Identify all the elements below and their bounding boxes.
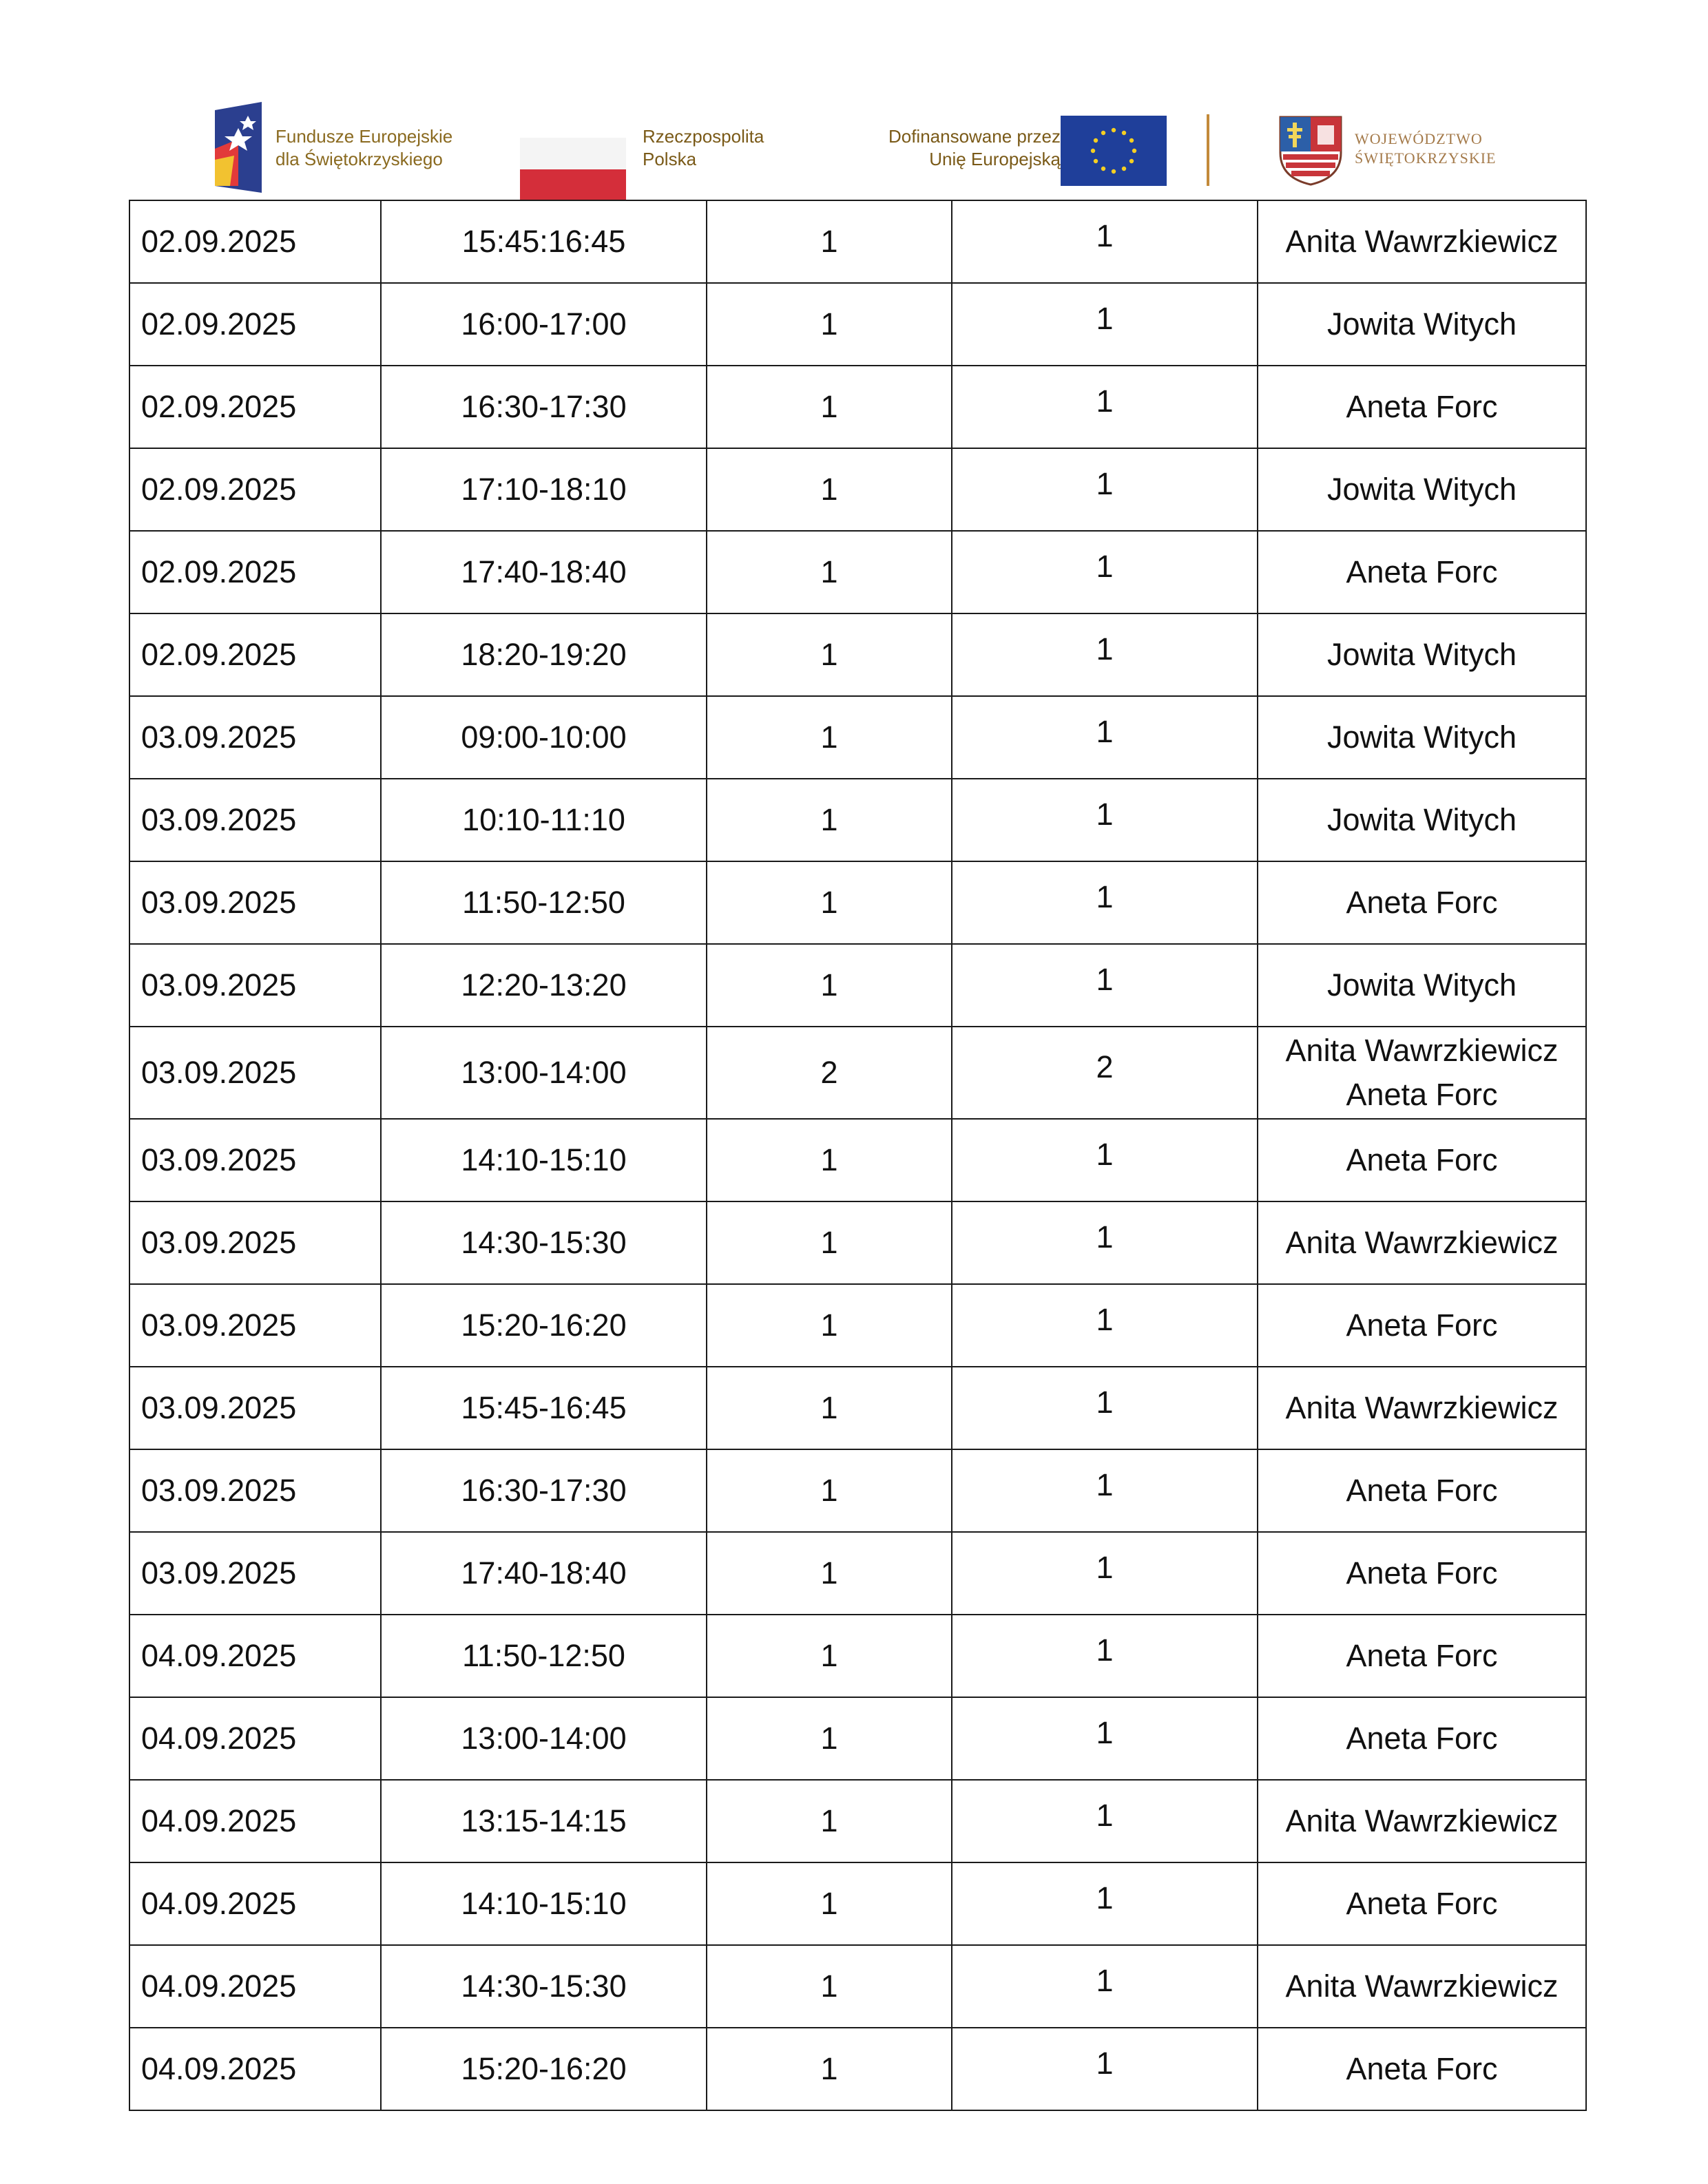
specialist-cell	[1258, 531, 1586, 613]
date-cell: 04.09.2025	[129, 1780, 381, 1862]
time-cell: 15:45-16:45	[381, 1367, 707, 1449]
count-cell: 1	[707, 1449, 952, 1532]
wojewodztwo-swietokrzyskie-logo	[1278, 96, 1525, 200]
specialist-name: Aneta Forc	[1346, 1308, 1498, 1343]
time-cell: 17:40-18:40	[381, 531, 707, 613]
specialist-cell	[1258, 1201, 1586, 1284]
fundusze-europejskie-icon	[214, 101, 264, 197]
participants-cell	[952, 448, 1258, 531]
table-row	[129, 1615, 1586, 1697]
specialist-cell	[1258, 283, 1586, 366]
fe-line-1: Fundusze Europejskie	[275, 126, 453, 147]
table-row	[129, 1201, 1586, 1284]
count-cell: 1	[707, 696, 952, 779]
time-cell: 15:20-16:20	[381, 1284, 707, 1367]
specialist-name: Jowita Witych	[1326, 967, 1517, 1002]
specialist-cell	[1258, 1780, 1586, 1862]
schedule-table	[129, 200, 1587, 2111]
participants-cell	[952, 366, 1258, 448]
participants-cell	[952, 1449, 1258, 1532]
specialist-name: Jowita Witych	[1326, 802, 1517, 837]
time-cell: 14:10-15:10	[381, 1862, 707, 1945]
time-cell: 13:00-14:00	[381, 1697, 707, 1780]
participants-value: 1	[1096, 1385, 1114, 1420]
specialist-name: Anita Wawrzkiewicz	[1285, 1033, 1559, 1068]
count-cell: 1	[707, 1119, 952, 1201]
specialist-cell	[1258, 1615, 1586, 1697]
participants-cell	[952, 861, 1258, 944]
time-cell: 17:10-18:10	[381, 448, 707, 531]
specialist-cell	[1258, 1367, 1586, 1449]
specialist-cell	[1258, 1862, 1586, 1945]
participants-value: 1	[1096, 301, 1114, 336]
participants-cell	[952, 696, 1258, 779]
table-row	[129, 944, 1586, 1027]
specialist-cell	[1258, 1449, 1586, 1532]
participants-value: 1	[1096, 1467, 1114, 1502]
specialist-name: Anita Wawrzkiewicz	[1285, 1225, 1559, 1260]
date-cell: 03.09.2025	[129, 696, 381, 779]
table-row	[129, 200, 1586, 283]
count-cell: 1	[707, 613, 952, 696]
count-cell: 1	[707, 1367, 952, 1449]
logo-divider	[1207, 114, 1209, 186]
participants-value: 1	[1096, 631, 1114, 666]
sw-line-1: WOJEWÓDZTWO	[1355, 130, 1483, 147]
participants-cell	[952, 1780, 1258, 1862]
time-cell: 15:20-16:20	[381, 2028, 707, 2110]
time-cell: 18:20-19:20	[381, 613, 707, 696]
date-cell: 02.09.2025	[129, 448, 381, 531]
table-row	[129, 1284, 1586, 1367]
table-row	[129, 1119, 1586, 1201]
date-cell: 04.09.2025	[129, 2028, 381, 2110]
date-cell: 02.09.2025	[129, 200, 381, 283]
time-cell: 09:00-10:00	[381, 696, 707, 779]
participants-cell	[952, 200, 1258, 283]
specialist-name: Anita Wawrzkiewicz	[1285, 224, 1559, 259]
date-cell: 03.09.2025	[129, 861, 381, 944]
table-row	[129, 1532, 1586, 1615]
count-cell: 1	[707, 531, 952, 613]
count-cell: 1	[707, 1201, 952, 1284]
participants-cell	[952, 2028, 1258, 2110]
specialist-cell	[1258, 1945, 1586, 2028]
eu-flag-icon	[1061, 116, 1167, 186]
specialist-cell	[1258, 1027, 1586, 1119]
table-row	[129, 1367, 1586, 1449]
specialist-name: Aneta Forc	[1346, 1473, 1498, 1508]
participants-cell	[952, 1532, 1258, 1615]
participants-cell	[952, 1367, 1258, 1449]
count-cell: 1	[707, 1532, 952, 1615]
specialist-cell	[1258, 366, 1586, 448]
participants-value: 1	[1096, 384, 1114, 419]
date-cell: 02.09.2025	[129, 531, 381, 613]
eu-funding-logo	[813, 96, 1226, 200]
count-cell: 1	[707, 1284, 952, 1367]
rzeczpospolita-polska-logo	[520, 96, 795, 200]
table-row	[129, 696, 1586, 779]
date-cell: 03.09.2025	[129, 1532, 381, 1615]
specialist-name: Jowita Witych	[1326, 472, 1517, 507]
time-cell: 15:45:16:45	[381, 200, 707, 283]
participants-value: 1	[1096, 1137, 1114, 1172]
date-cell: 03.09.2025	[129, 1027, 381, 1119]
date-cell: 04.09.2025	[129, 1945, 381, 2028]
specialist-name: Aneta Forc	[1346, 1638, 1498, 1673]
participants-cell	[952, 779, 1258, 861]
eu-line-1: Dofinansowane przez	[888, 126, 1061, 147]
table-row	[129, 1027, 1586, 1119]
specialist-cell	[1258, 2028, 1586, 2110]
specialist-name: Aneta Forc	[1346, 1555, 1498, 1590]
participants-cell	[952, 1615, 1258, 1697]
time-cell: 11:50-12:50	[381, 1615, 707, 1697]
table-row	[129, 861, 1586, 944]
specialist-name: Anita Wawrzkiewicz	[1285, 1968, 1559, 2004]
specialist-name: Aneta Forc	[1346, 554, 1498, 589]
count-cell: 1	[707, 283, 952, 366]
specialist-cell	[1258, 448, 1586, 531]
participants-cell	[952, 613, 1258, 696]
participants-cell	[952, 1945, 1258, 2028]
time-cell: 13:15-14:15	[381, 1780, 707, 1862]
count-cell: 1	[707, 200, 952, 283]
participants-value: 1	[1096, 962, 1114, 997]
specialist-name: Aneta Forc	[1346, 1886, 1498, 1921]
date-cell: 03.09.2025	[129, 1367, 381, 1449]
specialist-name: Aneta Forc	[1346, 1077, 1498, 1112]
eu-line-2: Unię Europejską	[929, 149, 1061, 169]
sw-line-2: ŚWIĘTOKRZYSKIE	[1355, 149, 1497, 167]
fe-line-2: dla Świętokrzyskiego	[275, 149, 443, 169]
table-row	[129, 1697, 1586, 1780]
table-row	[129, 1945, 1586, 2028]
time-cell: 17:40-18:40	[381, 1532, 707, 1615]
participants-value: 1	[1096, 1302, 1114, 1337]
participants-value: 1	[1096, 1880, 1114, 1915]
count-cell: 1	[707, 1615, 952, 1697]
count-cell: 1	[707, 1862, 952, 1945]
time-cell: 14:30-15:30	[381, 1201, 707, 1284]
fundusze-europejskie-logo	[214, 96, 503, 200]
specialist-name: Aneta Forc	[1346, 1721, 1498, 1756]
time-cell: 16:30-17:30	[381, 1449, 707, 1532]
participants-value: 1	[1096, 1219, 1114, 1254]
participants-value: 1	[1096, 218, 1114, 253]
participants-value: 1	[1096, 549, 1114, 584]
specialist-cell	[1258, 861, 1586, 944]
participants-value: 1	[1096, 1550, 1114, 1585]
count-cell: 1	[707, 779, 952, 861]
specialist-name: Anita Wawrzkiewicz	[1285, 1390, 1559, 1425]
date-cell: 04.09.2025	[129, 1697, 381, 1780]
count-cell: 2	[707, 1027, 952, 1119]
participants-value: 1	[1096, 714, 1114, 749]
specialist-name: Aneta Forc	[1346, 2051, 1498, 2086]
time-cell: 12:20-13:20	[381, 944, 707, 1027]
logo-strip	[207, 96, 1515, 200]
participants-cell	[952, 1027, 1258, 1119]
participants-cell	[952, 531, 1258, 613]
date-cell: 03.09.2025	[129, 779, 381, 861]
participants-cell	[952, 1697, 1258, 1780]
specialist-cell	[1258, 1532, 1586, 1615]
time-cell: 14:30-15:30	[381, 1945, 707, 2028]
count-cell: 1	[707, 861, 952, 944]
participants-value: 1	[1096, 1963, 1114, 1998]
table-row	[129, 1780, 1586, 1862]
date-cell: 03.09.2025	[129, 944, 381, 1027]
date-cell: 04.09.2025	[129, 1615, 381, 1697]
table-row	[129, 779, 1586, 861]
participants-value: 2	[1096, 1049, 1114, 1084]
count-cell: 1	[707, 1697, 952, 1780]
participants-cell	[952, 1862, 1258, 1945]
participants-value: 1	[1096, 1798, 1114, 1833]
date-cell: 02.09.2025	[129, 613, 381, 696]
count-cell: 1	[707, 1945, 952, 2028]
table-row	[129, 448, 1586, 531]
specialist-name: Jowita Witych	[1326, 720, 1517, 755]
coat-of-arms-icon	[1278, 114, 1344, 186]
participants-cell	[952, 1119, 1258, 1201]
table-row	[129, 283, 1586, 366]
count-cell: 1	[707, 944, 952, 1027]
count-cell: 1	[707, 1780, 952, 1862]
participants-cell	[952, 1284, 1258, 1367]
table-row	[129, 366, 1586, 448]
participants-value: 1	[1096, 1715, 1114, 1750]
specialist-cell	[1258, 1284, 1586, 1367]
date-cell: 03.09.2025	[129, 1284, 381, 1367]
date-cell: 04.09.2025	[129, 1862, 381, 1945]
specialist-cell	[1258, 944, 1586, 1027]
specialist-cell	[1258, 1697, 1586, 1780]
time-cell: 13:00-14:00	[381, 1027, 707, 1119]
participants-cell	[952, 1201, 1258, 1284]
participants-value: 1	[1096, 2046, 1114, 2081]
table-row	[129, 1449, 1586, 1532]
count-cell: 1	[707, 448, 952, 531]
time-cell: 10:10-11:10	[381, 779, 707, 861]
rp-line-2: Polska	[643, 149, 697, 169]
count-cell: 1	[707, 366, 952, 448]
specialist-cell	[1258, 1119, 1586, 1201]
time-cell: 14:10-15:10	[381, 1119, 707, 1201]
date-cell: 03.09.2025	[129, 1119, 381, 1201]
participants-value: 1	[1096, 1632, 1114, 1668]
table-row	[129, 613, 1586, 696]
specialist-name: Aneta Forc	[1346, 389, 1498, 424]
rp-line-1: Rzeczpospolita	[643, 126, 764, 147]
specialist-cell	[1258, 200, 1586, 283]
table-row	[129, 2028, 1586, 2110]
participants-cell	[952, 944, 1258, 1027]
date-cell: 02.09.2025	[129, 366, 381, 448]
participants-value: 1	[1096, 466, 1114, 501]
participants-cell	[952, 283, 1258, 366]
specialist-name: Aneta Forc	[1346, 885, 1498, 920]
schedule-body	[129, 200, 1586, 2110]
table-row	[129, 531, 1586, 613]
specialist-cell	[1258, 613, 1586, 696]
specialist-cell	[1258, 779, 1586, 861]
specialist-name: Aneta Forc	[1346, 1142, 1498, 1177]
participants-value: 1	[1096, 879, 1114, 914]
specialist-name: Anita Wawrzkiewicz	[1285, 1803, 1559, 1838]
date-cell: 03.09.2025	[129, 1201, 381, 1284]
time-cell: 16:00-17:00	[381, 283, 707, 366]
specialist-name: Jowita Witych	[1326, 637, 1517, 672]
participants-value: 1	[1096, 797, 1114, 832]
specialist-cell	[1258, 696, 1586, 779]
count-cell: 1	[707, 2028, 952, 2110]
polish-flag-icon	[520, 138, 626, 201]
specialist-name: Jowita Witych	[1326, 306, 1517, 342]
date-cell: 02.09.2025	[129, 283, 381, 366]
time-cell: 16:30-17:30	[381, 366, 707, 448]
time-cell: 11:50-12:50	[381, 861, 707, 944]
table-row	[129, 1862, 1586, 1945]
date-cell: 03.09.2025	[129, 1449, 381, 1532]
